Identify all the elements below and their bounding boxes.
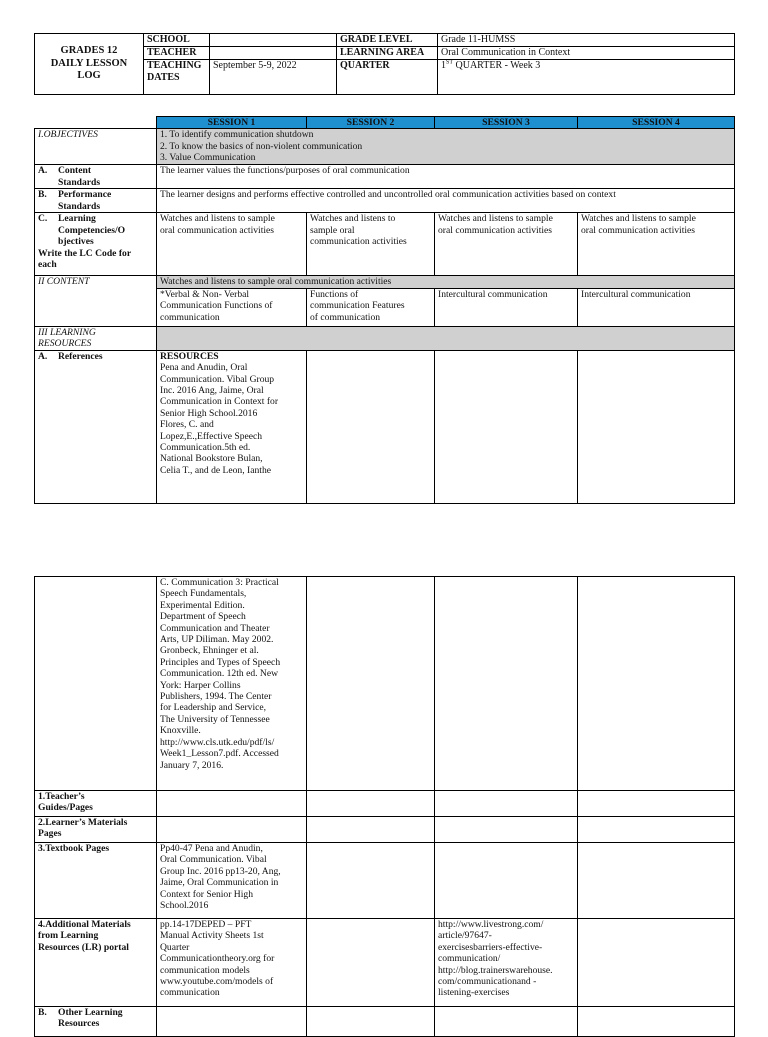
- other-resources-session-4: [578, 1007, 735, 1037]
- quarter-value: 1ST QUARTER - Week 3: [438, 60, 735, 95]
- references-cont-session-2: [307, 577, 435, 791]
- learners-materials-session-3: [435, 817, 578, 843]
- other-resources-session-3: [435, 1007, 578, 1037]
- content-session-1: *Verbal & Non- Verbal Communication Functions of communication: [157, 288, 307, 326]
- other-resources-session-2: [307, 1007, 435, 1037]
- lesson-table-page2: [34, 576, 735, 1037]
- session-2-header: SESSION 2: [307, 117, 435, 129]
- session-3-header: SESSION 3: [435, 117, 578, 129]
- lesson-table-page1: [34, 116, 735, 504]
- competency-session-1: Watches and listens to sample oral communication activities: [157, 213, 307, 276]
- teachers-guides-session-2: [307, 791, 435, 817]
- references-cont-session-3: [435, 577, 578, 791]
- grade-level-label: GRADE LEVEL: [337, 34, 438, 47]
- performance-standards-text: The learner designs and performs effective controlled and uncontrolled oral communication activities based on context: [157, 189, 735, 213]
- references-session-1: RESOURCES Pena and Anudin, Oral Communication. Vibal Group Inc. 2016 Ang, Jaime, Oral Communication in Context for Senior High School.2016 Flores, C. and Lopez,E.,Effective Speech Communication.5th ed. National Bookstore Bulan, Celia T., and de Leon, Ianthe: [157, 350, 307, 503]
- additional-materials-label: 4.Additional Materials from Learning Resources (LR) portal: [35, 919, 157, 1007]
- content-standards-text: The learner values the functions/purposes of oral communication: [157, 165, 735, 189]
- references-cont-label: [35, 577, 157, 791]
- teachers-guides-session-4: [578, 791, 735, 817]
- teachers-guides-session-3: [435, 791, 578, 817]
- competency-session-3: Watches and listens to sample oral communication activities: [435, 213, 578, 276]
- session-4-header: SESSION 4: [578, 117, 735, 129]
- additional-session-3: http://www.livestrong.com/ article/97647- exercisesbarriers-effective- communication/ http://blog.trainerswarehouse. com/communicationand - listening-exercises: [435, 919, 578, 1007]
- session-1-header: SESSION 1: [157, 117, 307, 129]
- textbook-session-4: [578, 843, 735, 919]
- references-session-2: [307, 350, 435, 503]
- additional-session-4: [578, 919, 735, 1007]
- other-resources-session-1: [157, 1007, 307, 1037]
- content-standards-label: A. Content Standards: [35, 165, 157, 189]
- textbook-session-1: Pp40-47 Pena and Anudin, Oral Communication. Vibal Group Inc. 2016 pp13-20, Ang, Jaime, Oral Communication in Context for Senior High School.2016: [157, 843, 307, 919]
- dll-title: GRADES 12 DAILY LESSON LOG: [35, 34, 144, 95]
- corner-cell: [35, 117, 157, 129]
- competency-session-2: Watches and listens to sample oral communication activities: [307, 213, 435, 276]
- content-session-4: Intercultural communication: [578, 288, 735, 326]
- teacher-label: TEACHER: [144, 47, 210, 60]
- teaching-dates-label: TEACHING DATES: [144, 60, 210, 95]
- teacher-value: [210, 47, 337, 60]
- learning-resources-bar: [157, 326, 735, 350]
- competency-session-4: Watches and listens to sample oral communication activities: [578, 213, 735, 276]
- references-cont-session-1: C. Communication 3: Practical Speech Fundamentals, Experimental Edition. Department of Speech Communication and Theater Arts, UP Diliman. May 2002. Gronbeck, Ehninger et al. Principles and Types of Speech Communication. 12th ed. New York: Harper Collins Publishers, 1994. The Center for Leadership and Service, The University of Tennessee Knoxville. http://www.cls.utk.edu/pdf/ls/ Week1_Lesson7.pdf. Accessed January 7, 2016.: [157, 577, 307, 791]
- learners-materials-label: 2.Learner’s Materials Pages: [35, 817, 157, 843]
- school-label: SCHOOL: [144, 34, 210, 47]
- textbook-session-3: [435, 843, 578, 919]
- other-resources-label: B. Other Learning Resources: [35, 1007, 157, 1037]
- objectives-list: 1. To identify communication shutdown 2. To know the basics of non-violent communication 3. Value Communication: [157, 129, 735, 165]
- performance-standards-label: B. Performance Standards: [35, 189, 157, 213]
- references-session-3: [435, 350, 578, 503]
- objectives-label: I.OBJECTIVES: [35, 129, 157, 165]
- additional-session-2: [307, 919, 435, 1007]
- content-merged: Watches and listens to sample oral communication activities: [157, 276, 735, 288]
- grade-level-value: Grade 11-HUMSS: [438, 34, 735, 47]
- learners-materials-session-4: [578, 817, 735, 843]
- textbook-session-2: [307, 843, 435, 919]
- quarter-label: QUARTER: [337, 60, 438, 95]
- references-cont-session-4: [578, 577, 735, 791]
- learning-resources-label: III LEARNING RESOURCES: [35, 326, 157, 350]
- header-table: [34, 33, 735, 95]
- content-label: II CONTENT: [35, 276, 157, 326]
- school-value: [210, 34, 337, 47]
- learning-area-label: LEARNING AREA: [337, 47, 438, 60]
- learners-materials-session-2: [307, 817, 435, 843]
- content-session-2: Functions of communication Features of communication: [307, 288, 435, 326]
- references-label: A. References: [35, 350, 157, 503]
- textbook-pages-label: 3.Textbook Pages: [35, 843, 157, 919]
- teaching-dates-value: September 5-9, 2022: [210, 60, 337, 95]
- references-session-4: [578, 350, 735, 503]
- additional-session-1: pp.14-17DEPED – PFT Manual Activity Sheets 1st Quarter Communicationtheory.org for communication models www.youtube.com/models of communication: [157, 919, 307, 1007]
- learning-area-value: Oral Communication in Context: [438, 47, 735, 60]
- content-session-3: Intercultural communication: [435, 288, 578, 326]
- teachers-guides-label: 1.Teacher’s Guides/Pages: [35, 791, 157, 817]
- competencies-label: C. Learning Competencies/O bjectives Write the LC Code for each: [35, 213, 157, 276]
- learners-materials-session-1: [157, 817, 307, 843]
- teachers-guides-session-1: [157, 791, 307, 817]
